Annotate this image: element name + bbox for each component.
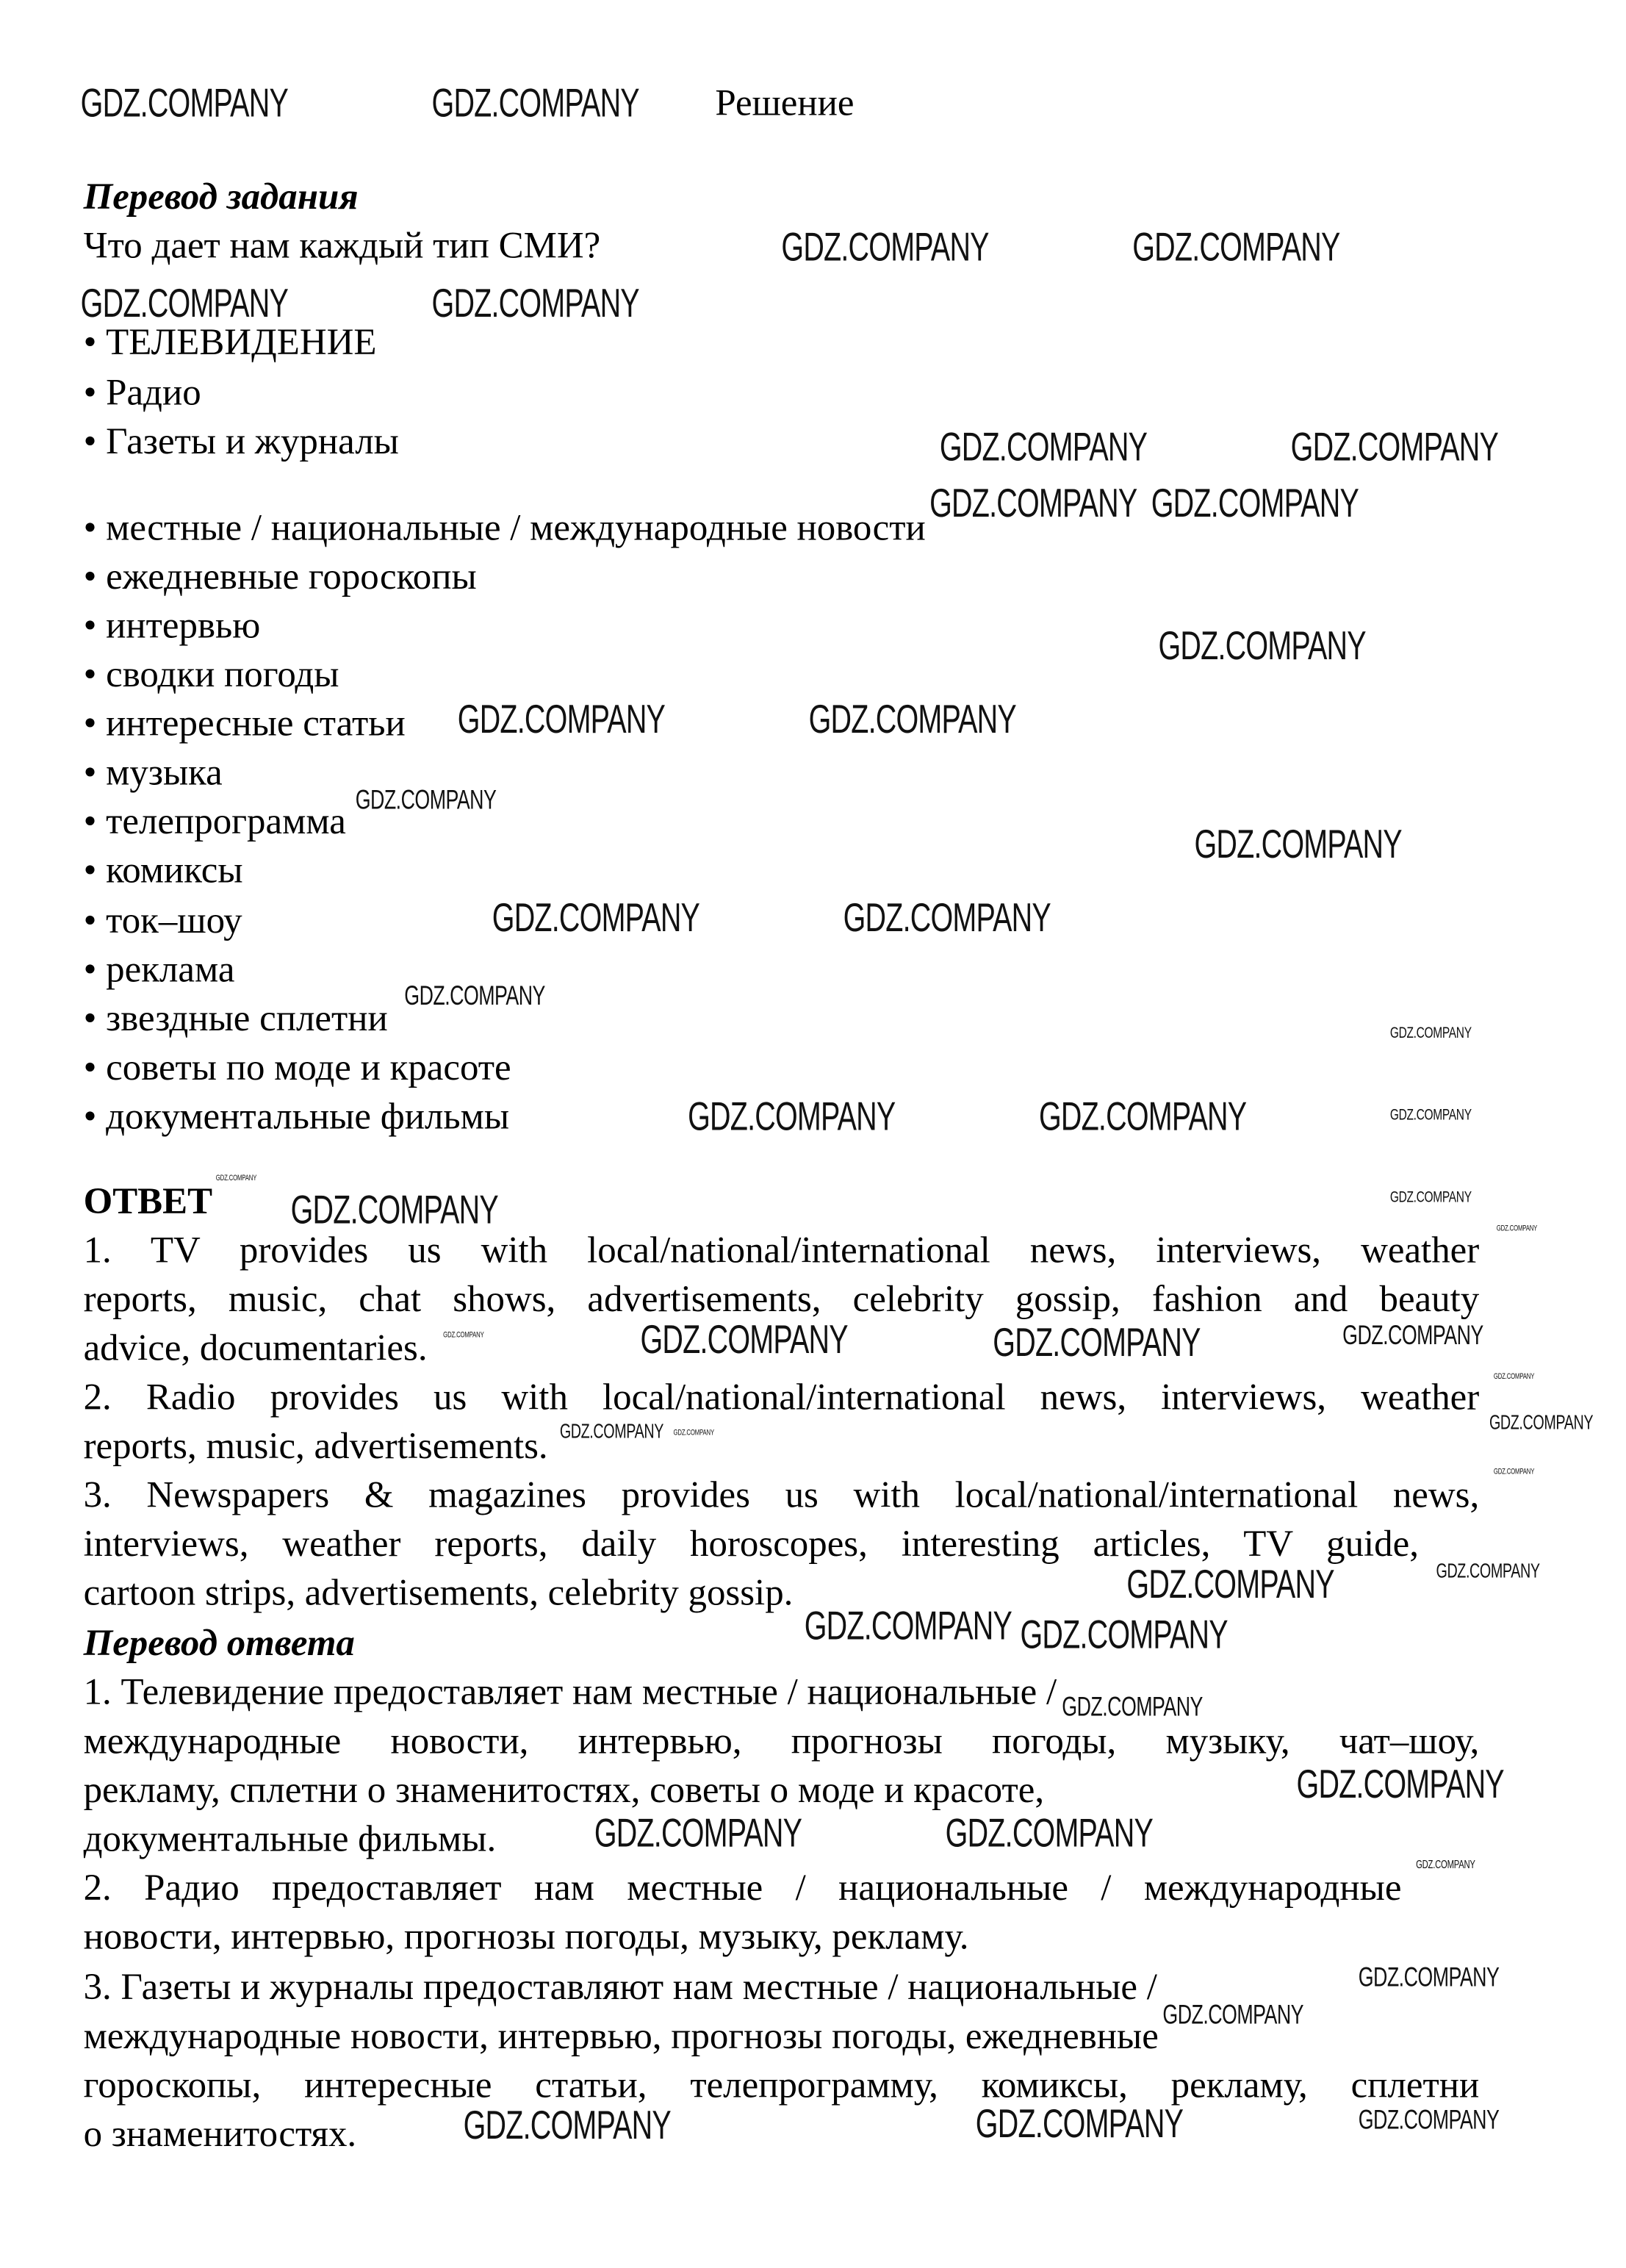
watermark: GDZ.COMPANY	[1158, 622, 1366, 668]
watermark: GDZ.COMPANY	[673, 1429, 715, 1438]
watermark: GDZ.COMPANY	[945, 1810, 1153, 1856]
answer-line: reports, music, advertisements.	[83, 1424, 548, 1467]
watermark: GDZ.COMPANY	[1436, 1558, 1540, 1582]
list-item: • реклама	[83, 948, 235, 991]
watermark: GDZ.COMPANY	[939, 424, 1148, 470]
watermark: GDZ.COMPANY	[431, 280, 639, 326]
answer-line: 3. Newspapers & magazines provides us with local/national/international news,	[83, 1474, 1480, 1516]
watermark: GDZ.COMPANY	[975, 2101, 1184, 2146]
watermark: GDZ.COMPANY	[1151, 481, 1359, 525]
watermark: GDZ.COMPANY	[1416, 1858, 1475, 1871]
task-question: Что дает нам каждый тип СМИ?	[83, 224, 601, 267]
watermark: GDZ.COMPANY	[1062, 1692, 1203, 1723]
translation-line: 2. Радио предоставляет нам местные / национальные / международные	[83, 1867, 1402, 1909]
watermark: GDZ.COMPANY	[804, 1603, 1012, 1648]
watermark: GDZ.COMPANY	[843, 895, 1051, 940]
list-item: • ток–шоу	[83, 900, 242, 941]
translation-line: 1. Телевидение предоставляет нам местные / национальные /	[83, 1671, 1057, 1713]
translation-heading: Перевод ответа	[83, 1622, 355, 1664]
watermark: GDZ.COMPANY	[1496, 1225, 1538, 1234]
list-item: • документальные фильмы	[83, 1095, 510, 1138]
list-item: • комиксы	[83, 849, 243, 891]
watermark: GDZ.COMPANY	[1493, 1373, 1535, 1382]
watermark: GDZ.COMPANY	[1038, 1094, 1247, 1139]
task-heading: Перевод задания	[83, 175, 359, 218]
watermark: GDZ.COMPANY	[1290, 424, 1499, 470]
list-item: • ежедневные гороскопы	[83, 555, 477, 597]
list-item: • советы по моде и красоте	[83, 1046, 511, 1088]
media-item: • ТЕЛЕВИДЕНИЕ	[83, 320, 377, 363]
answer-line: advice, documentaries.	[83, 1327, 428, 1369]
watermark: GDZ.COMPANY	[929, 481, 1137, 525]
media-item: • Радио	[83, 371, 201, 414]
answer-line: cartoon strips, advertisements, celebrity gossip.	[83, 1571, 794, 1614]
watermark: GDZ.COMPANY	[993, 1319, 1201, 1365]
list-item: • музыка	[83, 751, 223, 794]
watermark: GDZ.COMPANY	[1296, 1762, 1504, 1806]
watermark: GDZ.COMPANY	[404, 980, 545, 1011]
answer-line: 2. Radio provides us with local/national/international news, interviews, weather	[83, 1376, 1480, 1418]
answer-heading: ОТВЕТ	[83, 1180, 213, 1222]
watermark: GDZ.COMPANY	[1020, 1612, 1228, 1657]
translation-line: международные новости, интервью, прогнозы погоды, музыку, чат–шоу,	[83, 1720, 1480, 1762]
watermark: GDZ.COMPANY	[1358, 1962, 1500, 1993]
watermark: GDZ.COMPANY	[215, 1174, 257, 1184]
watermark: GDZ.COMPANY	[1389, 1188, 1472, 1206]
watermark: GDZ.COMPANY	[640, 1316, 848, 1362]
watermark: GDZ.COMPANY	[431, 80, 639, 126]
list-item: • местные / национальные / международные новости	[83, 506, 926, 549]
watermark: GDZ.COMPANY	[781, 224, 989, 270]
watermark: GDZ.COMPANY	[1389, 1024, 1472, 1041]
watermark: GDZ.COMPANY	[688, 1094, 896, 1139]
watermark: GDZ.COMPANY	[559, 1418, 663, 1443]
list-item: • сводки погоды	[83, 653, 339, 695]
list-item: • звездные сплетни	[83, 997, 388, 1039]
translation-line: 3. Газеты и журналы предоставляют нам местные / национальные /	[83, 1966, 1157, 2008]
media-item: • Газеты и журналы	[83, 420, 399, 462]
watermark: GDZ.COMPANY	[80, 280, 288, 326]
watermark: GDZ.COMPANY	[1132, 224, 1340, 270]
watermark: GDZ.COMPANY	[594, 1810, 802, 1856]
watermark: GDZ.COMPANY	[443, 1332, 484, 1341]
watermark: GDZ.COMPANY	[1358, 2105, 1500, 2136]
watermark: GDZ.COMPANY	[457, 696, 666, 742]
translation-line: гороскопы, интересные статьи, телепрограмму, комиксы, рекламу, сплетни	[83, 2064, 1480, 2106]
answer-line: 1. TV provides us with local/national/international news, interviews, weather	[83, 1229, 1480, 1271]
watermark: GDZ.COMPANY	[1126, 1561, 1334, 1607]
watermark: GDZ.COMPANY	[808, 696, 1016, 742]
answer-line: reports, music, chat shows, advertisements, celebrity gossip, fashion and beauty	[83, 1278, 1480, 1320]
watermark: GDZ.COMPANY	[1342, 1320, 1483, 1351]
watermark: GDZ.COMPANY	[1489, 1410, 1594, 1434]
watermark: GDZ.COMPANY	[492, 895, 700, 940]
translation-line: международные новости, интервью, прогнозы погоды, ежедневные	[83, 2014, 1159, 2057]
list-item: • интересные статьи	[83, 702, 406, 744]
page-title: Решение	[715, 82, 855, 124]
translation-line: новости, интервью, прогнозы погоды, музыку, рекламу.	[83, 1915, 969, 1958]
watermark: GDZ.COMPANY	[290, 1187, 498, 1232]
translation-line: документальные фильмы.	[83, 1817, 497, 1860]
list-item: • телепрограмма	[83, 800, 346, 842]
translation-line: рекламу, сплетни о знаменитостях, советы о моде и красоте,	[83, 1768, 1045, 1811]
translation-line: о знаменитостях.	[83, 2112, 357, 2155]
list-item: • интервью	[83, 604, 261, 647]
answer-line: interviews, weather reports, daily horoscopes, interesting articles, TV guide,	[83, 1522, 1419, 1565]
watermark: GDZ.COMPANY	[355, 785, 497, 816]
watermark: GDZ.COMPANY	[463, 2103, 671, 2147]
watermark: GDZ.COMPANY	[1389, 1106, 1472, 1124]
watermark: GDZ.COMPANY	[80, 80, 288, 126]
watermark: GDZ.COMPANY	[1162, 2000, 1303, 2031]
watermark: GDZ.COMPANY	[1493, 1468, 1535, 1477]
watermark: GDZ.COMPANY	[1194, 822, 1402, 866]
